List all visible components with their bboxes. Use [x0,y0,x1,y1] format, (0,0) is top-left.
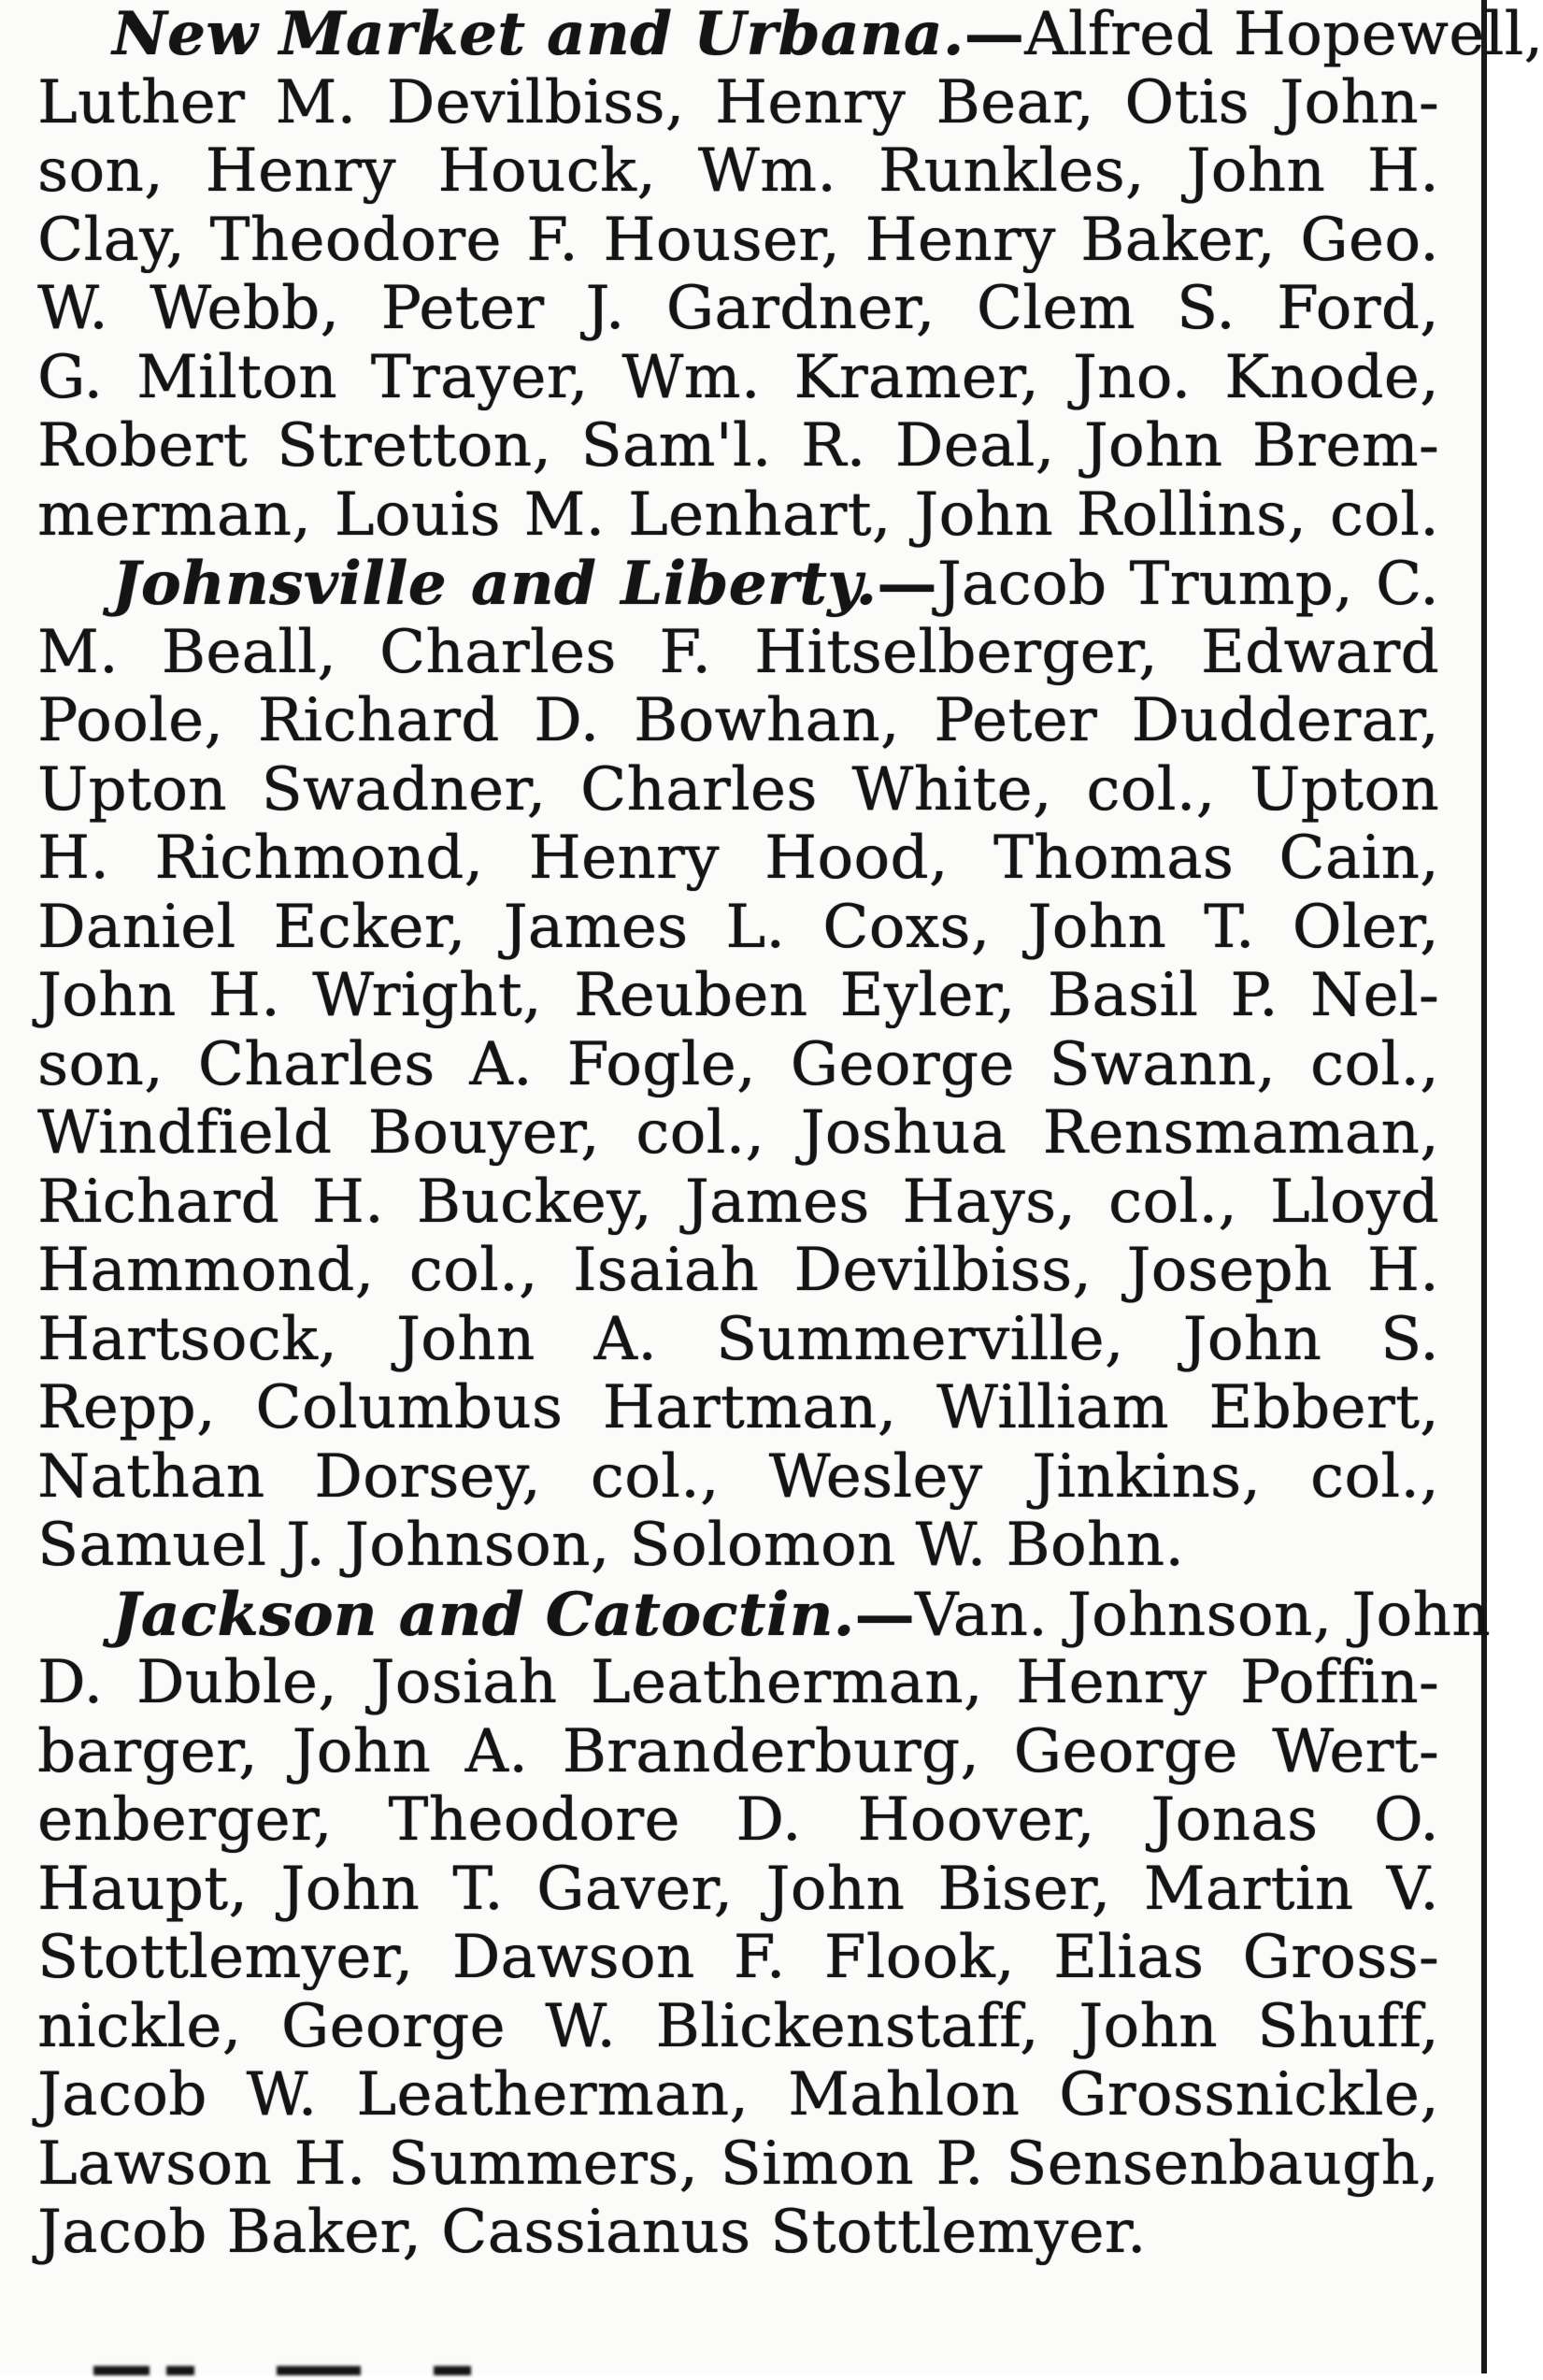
name-list-line: D. Duble, Josiah Leatherman, Henry Poffin- [37,1648,1439,1717]
ink-fragment [434,2366,471,2375]
name-list-line: barger, John A. Branderburg, George Wert- [37,1716,1439,1786]
name-list-line: Lawson H. Summers, Simon P. Sensenbaugh, [37,2129,1439,2199]
name-list-line: Haupt, John T. Gaver, John Biser, Martin V. [37,1854,1439,1924]
ink-fragment [93,2366,150,2375]
name-list-line: Upton Swadner, Charles White, col., Upton [37,754,1439,824]
paragraph-jackson-first-line [37,1579,1491,1650]
name-list-line: enberger, Theodore D. Hoover, Jonas O. [37,1785,1439,1855]
name-list-line: Daniel Ecker, James L. Coxs, John T. Oler, [37,892,1439,962]
name-list-line: H. Richmond, Henry Hood, Thomas Cain, [37,824,1439,893]
cut-off-next-line-fragment [37,2342,1439,2379]
name-list-line: Jacob Baker, Cassianus Stottlemyer. [37,2198,1147,2267]
paragraph-new-market-first-line [37,0,1543,69]
ink-fragment [277,2366,361,2375]
name-list-line: Hartsock, John A. Summerville, John S. [37,1304,1439,1374]
name-list-line: Richard H. Buckey, James Hays, col., Lloyd [37,1167,1439,1237]
name-list-line: Windfield Bouyer, col., Joshua Rensmaman, [37,1098,1439,1168]
district-heading-johnsville: Johnsville and Liberty. [112,549,878,619]
name-list-line: Jacob Trump, C. [936,550,1439,619]
name-list-line: Van. Johnson, John [914,1580,1491,1650]
heading-separator: — [854,1579,915,1650]
district-heading-new-market: New Market and Urbana. [112,0,964,69]
heading-separator: — [964,0,1025,69]
heading-separator: — [877,549,937,619]
name-list-line: Samuel J. Johnson, Solomon W. Bohn. [37,1511,1185,1580]
name-list-line: son, Charles A. Fogle, George Swann, col., [37,1029,1439,1099]
name-list-line: John H. Wright, Reuben Eyler, Basil P. Nel- [37,961,1439,1030]
name-list-line: Robert Stretton, Sam'l. R. Deal, John Brem- [37,411,1439,480]
name-list-line: Stottlemyer, Dawson F. Flook, Elias Gross- [37,1923,1439,1992]
name-list-line: Luther M. Devilbiss, Henry Bear, Otis John- [37,67,1439,137]
name-list-line: W. Webb, Peter J. Gardner, Clem S. Ford, [37,274,1439,343]
name-list-line: Clay, Theodore F. Houser, Henry Baker, Geo. [37,205,1439,275]
name-list-line: merman, Louis M. Lenhart, John Rollins, col. [37,480,1439,550]
name-list-line: Hammond, col., Isaiah Devilbiss, Joseph H. [37,1236,1439,1305]
text-column [37,0,1543,2268]
name-list-line: nickle, George W. Blickenstaff, John Shuff, [37,1991,1439,2061]
name-list-line: G. Milton Trayer, Wm. Kramer, Jno. Knode, [37,342,1439,412]
name-list-line: Poole, Richard D. Bowhan, Peter Dudderar, [37,686,1439,755]
name-list-line: Jacob W. Leatherman, Mahlon Grossnickle, [37,2060,1439,2129]
name-list-line: son, Henry Houck, Wm. Runkles, John H. [37,136,1439,206]
name-list-line: Repp, Columbus Hartman, William Ebbert, [37,1373,1439,1442]
paragraph-johnsville-first-line [37,550,1439,619]
ink-fragment [166,2366,194,2375]
scan-edge-border [1481,0,1487,2373]
name-list-line: Alfred Hopewell, [1024,0,1543,69]
name-list-line: M. Beall, Charles F. Hitselberger, Edward [37,617,1439,687]
name-list-line: Nathan Dorsey, col., Wesley Jinkins, col., [37,1441,1439,1512]
district-heading-jackson: Jackson and Catoctin. [112,1579,855,1650]
